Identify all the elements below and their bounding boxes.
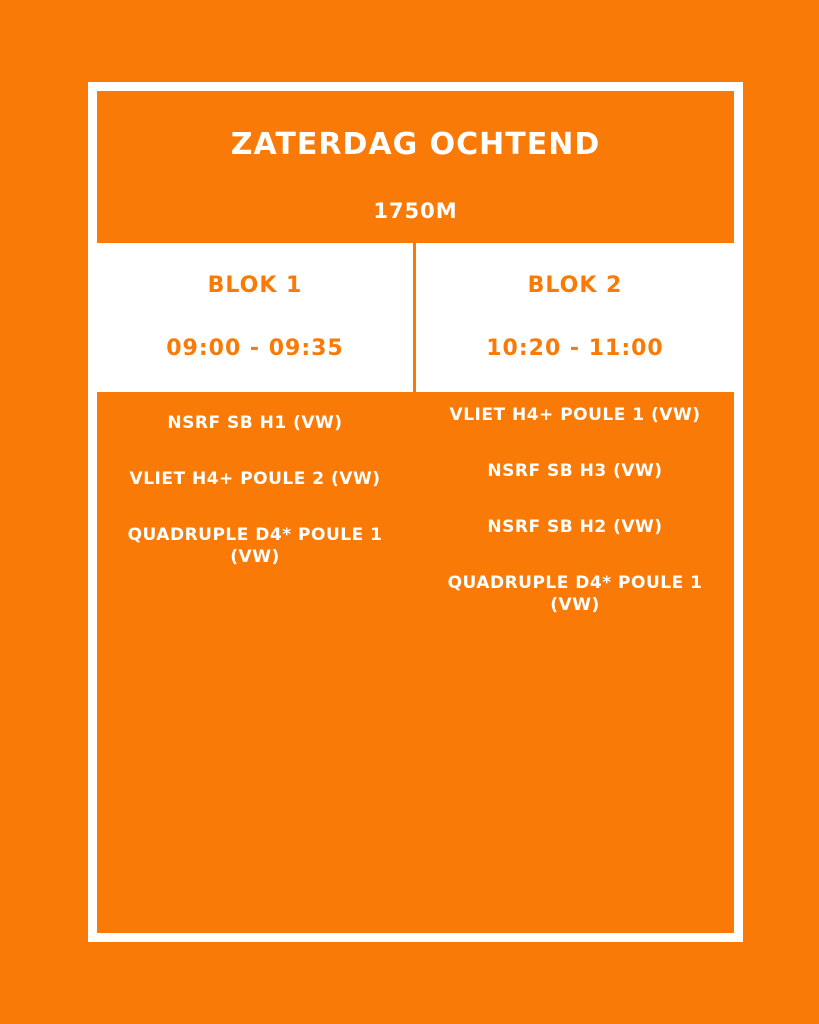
block-1-event-list [113, 412, 397, 602]
list-item: VLIET H4+ POULE 1 (VW) [449, 405, 701, 425]
block-1-header [97, 243, 413, 391]
block-2-events-panel [416, 392, 734, 933]
list-item: NSRF SB H3 (VW) [487, 461, 663, 481]
distance-label: 1750M [373, 199, 458, 223]
block-1-title: BLOK 1 [207, 273, 303, 298]
block-2-time: 10:20 - 11:00 [486, 336, 664, 361]
block-2-header [416, 243, 734, 391]
list-item: NSRF SB H2 (VW) [487, 517, 663, 537]
list-item: VLIET H4+ POULE 2 (VW) [129, 469, 381, 489]
block-1-time: 09:00 - 09:35 [166, 336, 344, 361]
schedule-card [88, 82, 743, 942]
schedule-header [97, 91, 734, 243]
list-item: NSRF SB H1 (VW) [167, 413, 343, 433]
block-1-events-panel [97, 392, 413, 933]
list-item: QUADRUPLE D4* POULE 1 (VW) [447, 573, 703, 615]
block-2-event-list [432, 404, 718, 650]
block-2-title: BLOK 2 [527, 273, 623, 298]
list-item: QUADRUPLE D4* POULE 1 (VW) [127, 525, 383, 567]
page-title: ZATERDAG OCHTEND [230, 127, 601, 162]
